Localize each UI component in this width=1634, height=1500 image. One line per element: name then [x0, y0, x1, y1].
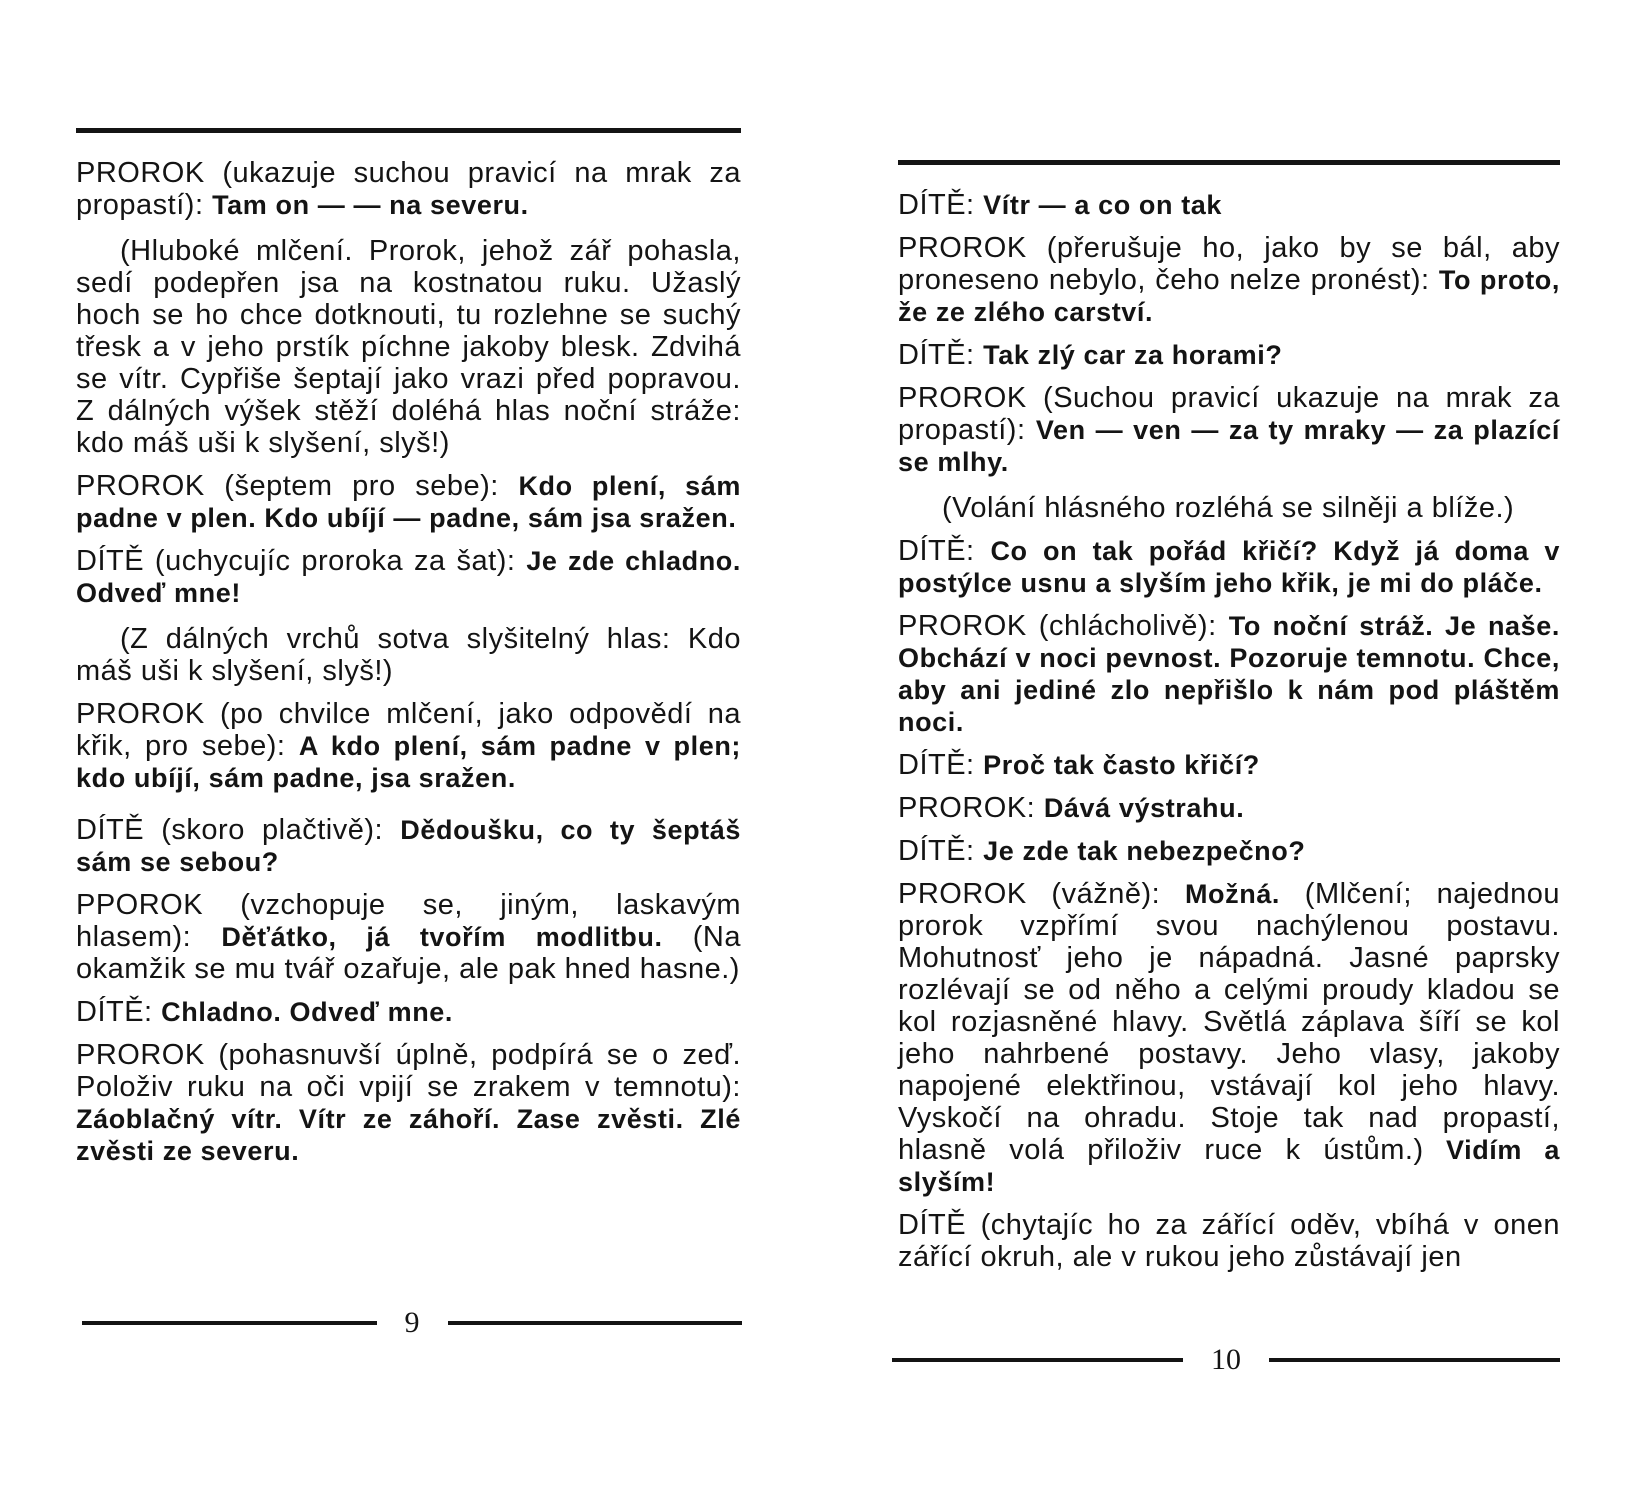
paragraph: DÍTĚ (uchycujíc proroka za šat): Je zde chladno. Odveď mne!: [76, 545, 741, 608]
paragraph: PROROK (pohasnuvší úplně, podpírá se o zeď. Položiv ruku na oči vpijí se zrakem v temnotu): Záoblačný vítr. Vítr ze záhoří. Zase zvěsti. Zlé zvěsti ze severu.: [76, 1039, 741, 1166]
paragraph: DÍTĚ: Je zde tak nebezpečno?: [898, 835, 1306, 867]
paragraph: PROROK (Suchou pravicí ukazuje na mrak za propastí): Ven — ven — za ty mraky — za plazící se mlhy.: [898, 382, 1560, 477]
stage-direction: (Volání hlásného rozléhá se silněji a blíže.): [942, 492, 1515, 524]
left-page-footer: [82, 1308, 742, 1338]
top-rule: [76, 128, 741, 133]
paragraph: DÍTĚ: Co on tak pořád křičí? Když já doma v postýlce usnu a slyším jeho křik, je mi do pláče.: [898, 535, 1560, 598]
right-page-text: [898, 189, 1560, 1273]
paragraph: DÍTĚ (chytajíc ho za zářící oděv, vbíhá v onen zářící okruh, ale v rukou jeho zůstávají jen: [898, 1209, 1560, 1273]
paragraph: PROROK (po chvilce mlčení, jako odpovědí na křik, pro sebe): A kdo plení, sám padne v plen; kdo ubíjí, sám padne, jsa sražen.: [76, 698, 741, 793]
footer-rule: [448, 1321, 743, 1325]
paragraph: PROROK (přerušuje ho, jako by se bál, aby proneseno nebylo, čeho nelze pronést): To proto, že ze zlého carství.: [898, 232, 1560, 327]
stage-direction: (Hluboké mlčení. Prorok, jehož zář pohasla, sedí podepřen jsa na kostnatou ruku. Užaslý hoch se ho chce dotknouti, tu rozlehne se suchý třesk a v jeho prstík píchne jakoby blesk. Zdvihá se vítr. Cypřiše šeptají jako vrazi před popravou. Z dálných výšek stěží doléhá hlas noční stráže: kdo máš uši k slyšení, slyš!): [76, 235, 741, 459]
paragraph: DÍTĚ: Chladno. Odveď mne.: [76, 996, 454, 1028]
stage-direction: (Z dálných vrchů sotva slyšitelný hlas: Kdo máš uši k slyšení, slyš!): [76, 623, 741, 687]
paragraph: DÍTĚ: Tak zlý car za horami?: [898, 339, 1283, 371]
footer-rule: [1269, 1358, 1560, 1362]
paragraph: PPOROK (vzchopuje se, jiným, laskavým hlasem): Děťátko, já tvořím modlitbu. (Na okamžik se mu tvář ozařuje, ale pak hned hasne.): [76, 889, 741, 985]
paragraph: PROROK (chlácholivě): To noční stráž. Je naše. Obchází v noci pevnost. Pozoruje temnotu. Chce, aby ani jediné zlo nepřišlo k nám pod pláštěm noci.: [898, 610, 1560, 737]
left-page-text: [76, 157, 741, 1167]
page-number: 9: [404, 1306, 420, 1339]
paragraph: DÍTĚ: Vítr — a co on tak: [898, 189, 1223, 221]
footer-rule: [892, 1358, 1183, 1362]
paragraph: PROROK (šeptem pro sebe): Kdo plení, sám padne v plen. Kdo ubíjí — padne, sám jsa sražen.: [76, 470, 741, 533]
right-page: [898, 160, 1560, 1284]
paragraph: PROROK (ukazuje suchou pravicí na mrak za propastí): Tam on — — na severu.: [76, 157, 741, 221]
paragraph: PROROK (vážně): Možná. (Mlčení; najednou prorok vzpřímí svou nachýlenou postavu. Mohutnosť jeho je nápadná. Jasné paprsky rozlévají se od něho a celými proudy kladou se kol rozjasněné hlavy. Světlá záplava šíří se kol jeho nahrbené postavy. Jeho vlasy, jakoby napojené elektřinou, vstávají kol jeho hlavy. Vyskočí na ohradu. Stoje tak nad propastí, hlasně volá přiloživ ruce k ústům.) Vidím a slyším!: [898, 878, 1560, 1197]
left-page: [76, 128, 741, 1178]
paragraph: DÍTĚ (skoro plačtivě): Dědoušku, co ty šeptáš sám se sebou?: [76, 814, 741, 877]
paragraph: DÍTĚ: Proč tak často křičí?: [898, 749, 1260, 781]
paragraph: PROROK: Dává výstrahu.: [898, 792, 1245, 824]
page-number: 10: [1211, 1343, 1241, 1376]
right-page-footer: [892, 1345, 1560, 1375]
top-rule: [898, 160, 1560, 165]
footer-rule: [82, 1321, 377, 1325]
